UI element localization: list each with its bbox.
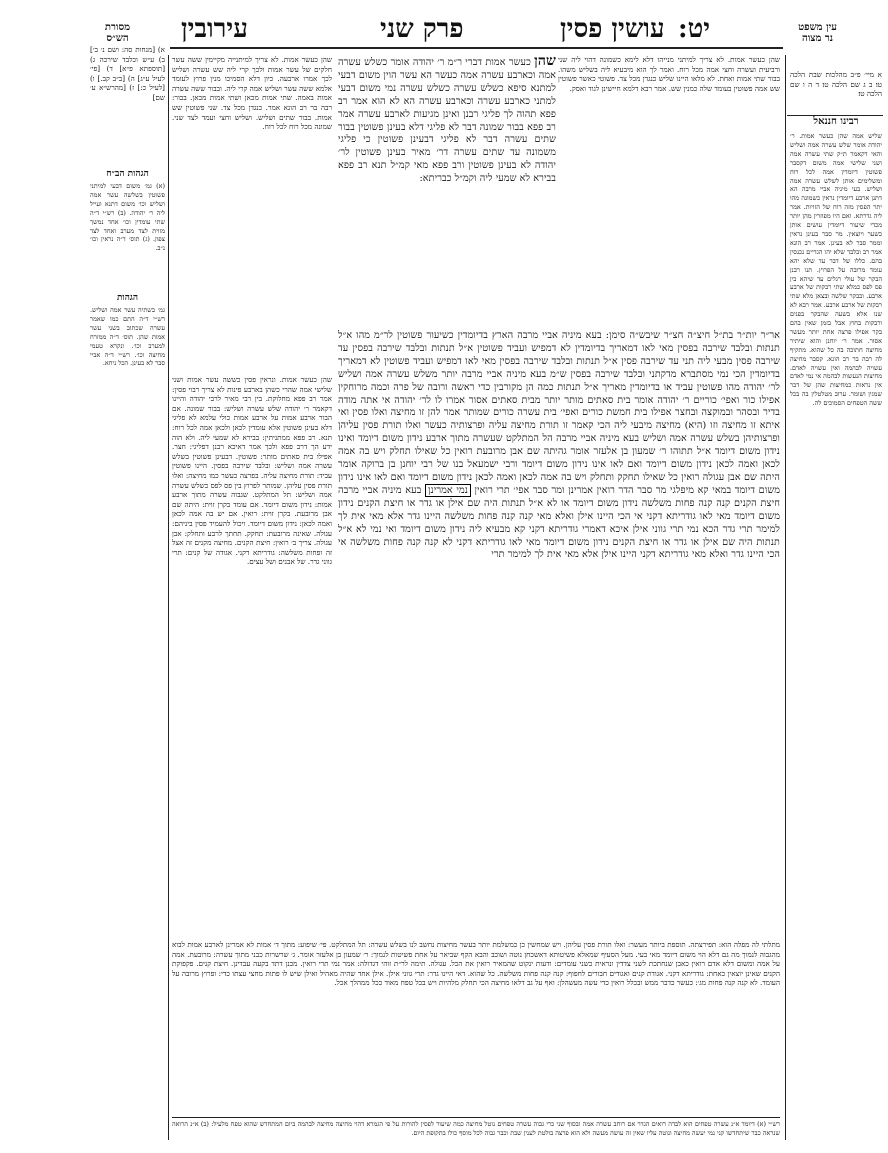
hagahot-habach-title: הגהות הב״ח — [106, 169, 149, 179]
massoret-header-label: מסורת הש״ס — [104, 22, 131, 44]
footer-notes: רש״י (א) דיומד א״נ עשרה טפחים הוא לבדה רואים הגדר אם רוחב עשרה אמה ובסוף שני כרי גבוה עשרה טפחים נוטל מחיצה כמה שיעור לפסין להורות על פי הגמרא דהוי מחיצה מחיצה לבהמה ביום המתחדש שהוא טפח מלעיל: (ב) א״נ הרואה שנראה כבר שיתחדשו קני נמי יעשה מחיצה ונוטה עליו שאין זה עושה מעשה ולא הוא פרצה בולטת לענין שבת וכבר גבוה לכל מוסף כולו בתקופת היום. — [172, 1120, 780, 1137]
ein-mishpat: א מיי׳ פ״ב מהלכות שבת הלכה טו׃ ב ג שם הלכה טו׃ ד ה ו שם הלכה טז׃ — [790, 70, 882, 99]
hagahot-text: גמ׳ בשתיה עשר אמה ושליש. רש״י ד״ה התם כמו שאמר עשרה שכתוב בשני עשר אמות שהן. תוס׳ ד״ה ממזרח למערב וכו׳. ונקרא טעמי מחיצה וכו׳. רש״י ד״ה אביי סבר לא בעינן. הכל ניחא. — [90, 306, 165, 368]
footer-rule — [172, 1117, 780, 1118]
gemara-paragraph-1: כעשר אמות דברי ר״מ ר׳ יהודה אומר כשלש עשרה אמה וכארבע עשרה אמה כעשר הא עשר הוין משום דבעי למתנא סיפא כשלש עשרה כשלש עשרה נמי משום דבעי למתני כארבע עשרה וכארבע עשרה הא לא הוא אמר רב פפא תהוה לך פליגי רבנן ואינן מגיעות לארבע עשרה אמר רב פפא בבור שמונה דבר לא פליגי דלא בעינן פשוטין בבור שתים עשרה דבר לא פליגי דבעינן פשוטין כי פליגי משמונה עד שתים עשרה דר׳ מאיר בעינן פשוטין לר׳ יהודה לא בעינן פשוטין ורב פפא מאי קמ״ל תנא רב פפא בבירא לא שמעי ליה וקמ״ל כבריתא: — [338, 57, 556, 185]
daf-number: יט: — [678, 14, 711, 44]
rashi-top-right: שהן כעשר אמות. לא צריך למיתני מנייהו דלא לימא כשמונה דהוי ליה שני ורביעית ועשרה וחצי אמה מכל רוח. ואמר לך הוא מיבעיא ליה בשליש משהו. בבור שתי אמות ואחת. לא מלאו היינו שליש כנגדן מכל צד. פשוטי כאשר פשוטין שש אמה פשוטין בעומד שלה כמנין שש. אמר רבא דלמא חיישינן לגוד ואסק. — [558, 55, 780, 93]
commentary-bottom: מתלתי לה מפלה הוא: תפירצתה. תוספת ביותר מעשר: ואלו תורת פסין עליהן. ויש שמחשין כן כמשלמת יותר בעשר מחיצות נחשב לנו בשלש עשרה: תל המתלקט. פי׳ שיפוע: מתוך ד׳ אמות לא אמרינן לארבע אמות לבוא מהגבוה לנמוך מה גם דלא הוי משום דיומד מאי בעי. מעל הסעיף שמאלא פשיטותא דאשכחן נוטה ושוכב והבא הקף שביאר על אחת פשיטות לנמוך: ר׳ שמעון בן אלעזר אומר. ג׳ שרשרות כבני מתוך עשרה: מרובעת. אמה על אמה ומשום דלא אדם רואין כאבן שנחתכת לשני צדדין ונראית כשני עומדים: ודעות ינקוט שהמאיר רואין את הכל. עגולה. תימה לר״ת זוהי דגדולה: אמר נמי תרי רואין. מכנן דתד בקעה עבדינן. חיצת קנים. פקפוקת הקנים שאינן יוצאין כאחת: גודריתא דקני. אגודת קנים ואגודים חבורים לחפוף: קנה קנה פחות משלשה. כל שהוא. דאי היינו גדר: תרי גווני אילן. אילן אחד שהיה מאהיל ואילן שיש לו פתות מחצי עצתו כדי: ופרוץ מרובה על העומד. לא קנה קנה פחות מג׳: כעשר כדבר ממש ובכלל רואין כדי עשה מעשהלן: ואף על גב דלאו מחיצה הכי תחלק מלהיות ויש בכל טפח מאוד ככל ממהלך אכל. — [172, 940, 780, 988]
tractate-name: עירובין — [181, 14, 248, 44]
rabbeinu-chananel-text: שליש אמה שהן כעשר אמות. ר׳ יהודה אומר שלש עשרה אמה ושליש והאי דקאמר ת״ק שתי עשרה אמה ושני שלישי אמה משום דקסבר פשוטין דיומדין אמה לכל רוח ומשלימים אותן לשלש עשרה אמה ושליש. בעי מיניה אביי מרבה הא דתנן ארבע דיומדין נראין כשמונה מהו יתר הפסין מזה רוח של הזויות. אמר ליה גדרתא. ואם היו מפוזרין מהן יותר מכדי שיעור דיומדין עושים אותן כשער ויוצאין. מר סבר בעינן נראין וממר סבר לא בעינן. אמר רב הונא אמר רב ובלבד שלא יהו הגדיים נכנסין בהם. כללו של דבר עד שלא יהא עומד מרובה על הפרוץ. תנו רבנן הבקר של עולי רגלים עד שיהא בין פס לפס כמלא שתי רבקות של ארבע ארבע. ובבקר שלשה ובצאן מלא שתי רבקות של ארבע ארבע. אמר רבא לא שנו אלא בשעה שהבקר בפנים ורבקות בחוץ אבל בזמן שאין בהם בקר אפילו פרצה אחת יותר מעשר אסור. אמר ר׳ יוחנן והוא שיתיר מחיצה חתוכה בה כל שהוא. מתקיף לה רבה בר רב הונא. קסבר מחיצה עשויה לבהמה ואין עשויה לאדם. מחיצות הנעשות לבהמה אי נמי לאדם אין נראות כמחיצות שהן של דבר שמגין ושומר. ערוב מטלטלין בה בכל ששה הטפחים הסמוכים לה. — [790, 132, 882, 408]
tosafot-top-left: שהן כעשר אמות. לא צריך למיתנייה מקיימין ששה עשר חלקים של עשר אמות ולכך קרי ליה שש עשרה ושליש לכך אמרו ארבעה. כיון דלא הסמיכו מנין פרוץ לעומד אלמא ששה עשר ושליש אמה קרי ליה. ובבור ששה עשרה אמות באמה. שתי אמות מכאן ושתי אמות מכאן. בבור: רבה בר רב הונא אמר. כנגדן מכל צד. שני פשוטין שש אמות. בבור שתים ושליש. ושליש וחצי ועמד לצד שני. שמונה מכל רוח לכל רוח. — [172, 55, 332, 132]
boxed-phrase: נמי אמרינן — [425, 484, 471, 497]
massoret-hashas: א) [מנחות סה: ושם נ׳ ב׳] ב) ע״ש וכלבד שירכה ג) [תוספתא פ״א] ד) [פי׳ לעיל ע״ג] ה) [ב״ב קב.] ו) [לעיל כ:] ז) [מהרש״א ע׳ שם] — [90, 45, 165, 102]
opening-word: שהן — [534, 55, 556, 69]
header-rule — [170, 47, 783, 49]
chapter-name: עושין פסין — [560, 14, 665, 44]
left-margin-rule — [168, 55, 169, 1140]
gemara-paragraph-3: בעא מיניה אביי מרבה חיצת הקנים קנה קנה פחות משלשה נידון משום דיומד או לא א״ל תנתות היה שם אילן או גדר או חיצת הקנים נידון משום דיומד מאי לאו גודריתא דקני אי הכי היינו אילן ואלא מאי קנה קנה פחות משלשה היינו גדר אלא מאי אית לך למימר תרי גדר הכא נמי תרי גווני אילן איכא דאמרי גודריתא דקני קא מבעיא ליה נידון משום דיומד ואי נמי לא א״ל תנתות היה שם אילן או גדר או חיצת הקנים נידון משום דיומד מאי לאו גודריתא דקני לא קנה קנה פחות משלשה אי הכי היינו גדר ואלא מאי גודריתא דקני היינו אילן אלא מאי אית לך למימר תרי — [338, 484, 780, 561]
rabbeinu-chananel-title: רבינו חננאל — [813, 116, 859, 127]
hagahot-title: הגהות — [116, 293, 139, 303]
rashi-left-column: שהן כעשר אמות. ונראין פסין כששה עשר אמות ושני שלישי אמה שהרי כשהן בארבע פינות לא צריך רבוי פסין: אמר רב פפא מחלוקת. בין רבי מאיר לרבי יהודה והיינו דקאמר ר׳ יהודה שלש עשרה ושליש: בבור שמונה. אם הבור ארבע אמות על ארבע אמות כולי עלמא לא פליגי דלא בעינן פשוטין אלא עומדין לכאן ולכאן אמה לכל רוח: תנא. רב פפא ממתניתין: בבירא לא שמעי ליה. ולא הוה ידע הך דרב פפא ולכך אמר דאיכא רבנן דפליגי: חצר. אפילו בית סאתים מותר: פשוטין. דבעינן פשוטין בשלש עשרה אמה ושליש: ובלבד שירבה בפסין. היינו פשוטין עביד: תורת מחיצה עליה. בפרצה כעשר כמו מחיצה: ואלו תורת פסין עליהן. שמותר לפרוץ בין פס לפס כשלש עשרה אמה ושליש: תל המתלקט. שגבוה עשרה מתוך ארבע אמות: נידון משום דיומד. אם עומד בקרן זוית: היתה שם אבן מרובעת. בקרן זוית: רואין. אם יש בה אמה לכאן ואמה לכאן: נידון משום דיומד. ויכול להעמיד פסין ביניהם: עגולה. שאינה מרובעת: תחקק. תחתך לרבע ותחלק: אבן עגולה. צריך ב׳ רואין: חיצת הקנים. מחיצה מקנים זה אצל זה ופחות משלשה: גודריתא דקני. אגודה של קנים: תרי גווני גדר. של אבנים ושל עצים. — [172, 375, 332, 567]
chapter-number: פרק שני — [380, 14, 464, 44]
hagahot-habach-text: (א) גמ׳ משום דבעי למיתני פשוטין בשלשה עשר אמה ושליש וכו׳ משום דתנא ועייל ליה ר׳ יהודה. (ב) רש״י ד״ה שתי עומדין וכו׳ אחד נמשך מזוית לצד מערב ואחד לצד צפון. (ג) תוס׳ ד״ה נראין וכו׳ נ״ב. — [90, 182, 165, 253]
gemara-body — [338, 330, 780, 870]
gemara-opening — [338, 55, 556, 325]
ein-mishpat-header-label: עין משפט נר מצוה — [798, 22, 837, 44]
right-margin-rule — [785, 55, 786, 1140]
gemara-paragraph-2: אר״ר יות״ר בת״ל חיצ״ה חצ״ר שיבש״ה סימן: בעא מיניה אביי מרבה הארץ בדיומדין כשיעור פשוטין לר״מ מהו א״ל תנתות ובלבד שירבה בפסין מאי לאו דמאריך בדיומדין לא דמפיש ועביד פשוטין א״ל תנתות ובלבד שירבה בפסין עד שירבה פסין מבעי ליה תני עד שירבה פסין א״ל תנתות ובלבד שירבה בפסין מאי לאו דמפיש ועביד פשוטין לא דמאריך בדיומדין הכי נמי מסתברא מדקתני ובלבד שירבה בפסין ש״מ בעא מיניה אביי מרבה יותר משלש עשרה אמה ושליש לר׳ יהודה מהו פשוטין עביד או בדיומדין מאריך א״ל תנתות כמה הן מקורבין כדי ראשה ורובה של פרה וכמה מרוחקין אפילו כור ואפי׳ כוריים ר׳ יהודה אומר בית סאתים מותר יותר מבית סאתים אסור אמרו לו לר׳ יהודה אי אתה מודה בדיר ובסהר ובמוקצה ובחצר אפילו בית חמשת כורים ואפי׳ בית עשרה כורים שמותר אמר להן זו מחיצה ואלו פסין ואי איתא זו מחיצה וזו (היא) מחיצה מיבעי ליה הכי קאמר זו תורת מחיצה עליה ופרצותיה כעשר ואלו תורת פסין עליהן ופרצותיהן בשלש עשרה אמה ושליש בעא מיניה אביי מרבה הל המתלקט שעשרה מתוך ארבע נידון משום דיומד ואינו נידון משום דיומד א״ל תתוהו ר׳ שמעון בן אלעזר אומר גהיתה שם אבן מרובעת רואין כל שאילו תחלק ויש בה אמה לכאן ואמה לכאן נידון משום דיומד ואם לאו אינו נידון משום דיומד ורבי ישמעאל בנו של רבי יוחנן בן ברוקה אומר היתה שם אבן עגולה רואין כל שאילו תחקק ותחלק ויש בה אמה לכאן ואמה לכאן נידון משום דיומד ואם לאו אינו נידון משום דיומד במאי קא מיפלגי מר סבר הדר רואין אמרינן ומר סבר אפי׳ תרי רואין — [338, 330, 780, 496]
